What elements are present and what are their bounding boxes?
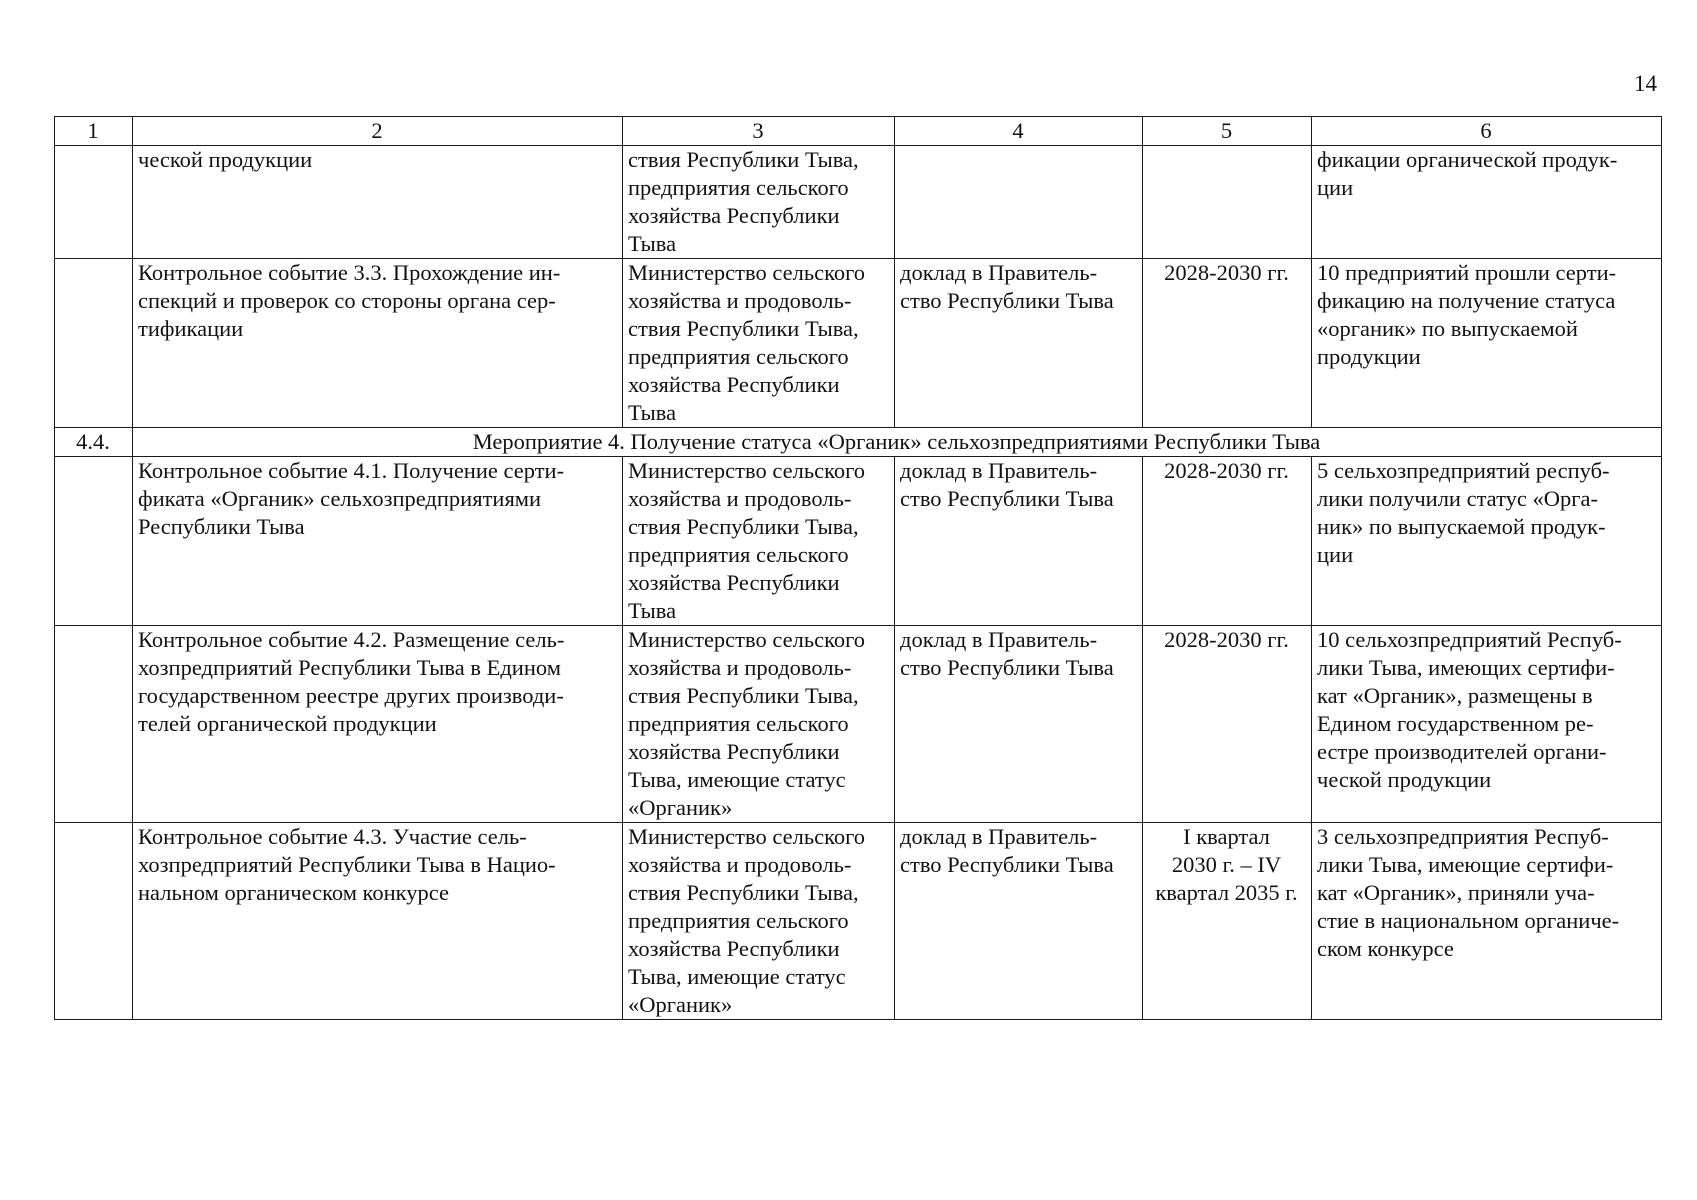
period-cell [1143, 146, 1312, 259]
report-cell: доклад в Правитель- ство Республики Тыва [895, 626, 1143, 823]
event-cell: ческой продукции [133, 146, 623, 259]
event-cell: Контрольное событие 4.1. Получение серти- фиката «Органик» сельхозпредприятиями Республики Тыва [133, 457, 623, 626]
section-title: Мероприятие 4. Получение статуса «Органик» сельхозпредприятиями Республики Тыва [133, 428, 1662, 457]
column-number: 2 [133, 117, 623, 146]
column-number: 1 [55, 117, 133, 146]
result-cell: фикации органической продук- ции [1312, 146, 1662, 259]
report-cell: доклад в Правитель- ство Республики Тыва [895, 259, 1143, 428]
period-cell: 2028-2030 гг. [1143, 259, 1312, 428]
result-cell: 10 предприятий прошли серти- фикацию на получение статуса «органик» по выпускаемой продукции [1312, 259, 1662, 428]
control-events-table [54, 116, 1662, 1020]
row-number [55, 457, 133, 626]
report-cell: доклад в Правитель- ство Республики Тыва [895, 823, 1143, 1020]
row-number [55, 823, 133, 1020]
column-number: 5 [1143, 117, 1312, 146]
report-cell: доклад в Правитель- ство Республики Тыва [895, 457, 1143, 626]
event-cell: Контрольное событие 4.2. Размещение сель- хозпредприятий Республики Тыва в Едином государственном реестре других производи- телей органической продукции [133, 626, 623, 823]
report-cell [895, 146, 1143, 259]
responsible-cell: ствия Республики Тыва, предприятия сельского хозяйства Республики Тыва [623, 146, 895, 259]
result-cell: 10 сельхозпредприятий Респуб- лики Тыва, имеющих сертифи- кат «Органик», размещены в Едином государственном ре- естре производителей органи- ческой продукции [1312, 626, 1662, 823]
row-number [55, 146, 133, 259]
column-number: 3 [623, 117, 895, 146]
section-row [55, 428, 1662, 457]
result-cell: 3 сельхозпредприятия Респуб- лики Тыва, имеющие сертифи- кат «Органик», приняли уча- стие в национальном органиче- ском конкурсе [1312, 823, 1662, 1020]
table-row [55, 823, 1662, 1020]
row-number [55, 259, 133, 428]
page-number: 14 [1634, 71, 1657, 96]
table-row [55, 457, 1662, 626]
table-row [55, 626, 1662, 823]
event-cell: Контрольное событие 4.3. Участие сель- хозпредприятий Республики Тыва в Нацио- нальном органическом конкурсе [133, 823, 623, 1020]
period-cell: I квартал 2030 г. – IV квартал 2035 г. [1143, 823, 1312, 1020]
table-row [55, 146, 1662, 259]
responsible-cell: Министерство сельского хозяйства и продоволь- ствия Республики Тыва, предприятия сельского хозяйства Республики Тыва [623, 457, 895, 626]
period-cell: 2028-2030 гг. [1143, 626, 1312, 823]
responsible-cell: Министерство сельского хозяйства и продоволь- ствия Республики Тыва, предприятия сельского хозяйства Республики Тыва, имеющие статус «Органик» [623, 626, 895, 823]
row-number [55, 626, 133, 823]
column-number: 6 [1312, 117, 1662, 146]
column-number-row [55, 117, 1662, 146]
period-cell: 2028-2030 гг. [1143, 457, 1312, 626]
responsible-cell: Министерство сельского хозяйства и продоволь- ствия Республики Тыва, предприятия сельского хозяйства Республики Тыва [623, 259, 895, 428]
table-row [55, 259, 1662, 428]
responsible-cell: Министерство сельского хозяйства и продоволь- ствия Республики Тыва, предприятия сельского хозяйства Республики Тыва, имеющие статус «Органик» [623, 823, 895, 1020]
section-number: 4.4. [55, 428, 133, 457]
event-cell: Контрольное событие 3.3. Прохождение ин- спекций и проверок со стороны органа сер- тификации [133, 259, 623, 428]
column-number: 4 [895, 117, 1143, 146]
result-cell: 5 сельхозпредприятий респуб- лики получили статус «Орга- ник» по выпускаемой продук- ции [1312, 457, 1662, 626]
